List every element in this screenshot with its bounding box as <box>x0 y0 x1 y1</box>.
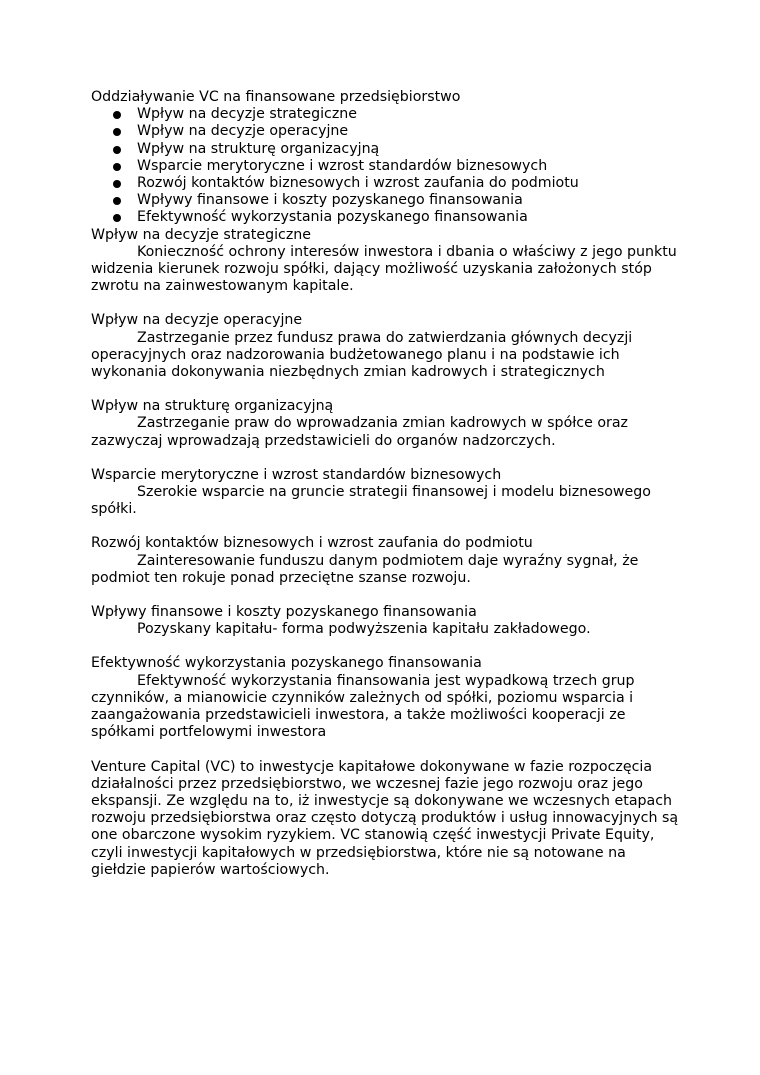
bullet-icon <box>113 146 121 154</box>
section-text: Zastrzeganie praw do wprowadzania zmian kadrowych w spółce oraz zazwyczaj wprowadzają przedstawicieli do organów nadzorczych. <box>91 415 628 449</box>
section-text: Efektywność wykorzystania finansowania jest wypadkową trzech grup czynników, a mianowicie czynników zależnych od spółki, poziomu wsparcia i zaangażowania przedstawicieli inwestora, a także możliwości kooperacji ze spółkami portfelowymi inwestora <box>91 672 635 741</box>
bullet-text: Wpływ na decyzje strategiczne <box>137 106 358 123</box>
bullet-item <box>91 123 681 140</box>
section-text: Szerokie wsparcie na gruncie strategii finansowej i modelu biznesowego spółki. <box>91 484 651 518</box>
section-heading: Wpływ na decyzje operacyjne <box>91 312 303 329</box>
section-organizational <box>91 398 681 450</box>
bullet-icon <box>113 163 121 171</box>
section-text: Pozyskany kapitału- forma podwyższenia kapitału zakładowego. <box>137 621 591 638</box>
bullet-text: Efektywność wykorzystania pozyskanego finansowania <box>137 209 528 226</box>
section-strategic <box>91 227 681 296</box>
bullet-icon <box>113 197 121 205</box>
bullet-item <box>91 106 681 123</box>
section-heading: Wpływ na strukturę organizacyjną <box>91 398 334 415</box>
section-heading: Wsparcie merytoryczne i wzrost standardów biznesowych <box>91 466 502 483</box>
closing-paragraph: Venture Capital (VC) to inwestycje kapitałowe dokonywane w fazie rozpoczęcia działalności przez przedsiębiorstwo, we wczesnej fazie jego rozwoju oraz jego ekspansji. Ze względu na to, iż inwestycje są dokonywane we wczesnych etapach rozwoju przedsiębiorstwa oraz często dotyczą produktów i usług innowacyjnych są one obarczone wysokim ryzykiem. VC stanowią część inwestycji Private Equity, czyli inwestycji kapitałowych w przedsiębiorstwa, które nie są notowane na giełdzie papierów wartościowych. <box>91 758 679 878</box>
section-heading: Efektywność wykorzystania pozyskanego finansowania <box>91 655 482 672</box>
bullet-icon <box>113 128 121 136</box>
section-text: Zastrzeganie przez fundusz prawa do zatwierdzania głównych decyzji operacyjnych oraz nadzorowania budżetowanego planu i na podstawie ich wykonania dokonywania niezbędnych zmian kadrowych i strategicznych <box>91 329 633 381</box>
bullet-icon <box>113 214 121 222</box>
bullet-icon <box>113 180 121 188</box>
section-financing <box>91 604 681 638</box>
section-text: Konieczność ochrony interesów inwestora i dbania o właściwy z jego punktu widzenia kierunek rozwoju spółki, dający możliwość uzyskania założonych stóp zwrotu na zainwestowanym kapitale. <box>91 243 677 295</box>
bullet-item <box>91 141 681 158</box>
intro-heading: Oddziaływanie VC na finansowane przedsiębiorstwo <box>91 89 461 105</box>
bullet-text: Wpływ na strukturę organizacyjną <box>137 140 380 157</box>
section-heading: Rozwój kontaktów biznesowych i wzrost zaufania do podmiotu <box>91 535 533 552</box>
section-efficiency <box>91 655 681 741</box>
bullet-item <box>91 209 681 226</box>
paragraph-gap <box>91 742 681 759</box>
bullet-text: Wpływ na decyzje operacyjne <box>137 123 349 140</box>
section-heading: Wpływy finansowe i koszty pozyskanego finansowania <box>91 604 477 621</box>
bullet-list <box>91 106 681 226</box>
document-page <box>91 89 681 879</box>
bullet-item <box>91 192 681 209</box>
bullet-text: Wsparcie merytoryczne i wzrost standardów biznesowych <box>137 157 548 174</box>
section-heading: Wpływ na decyzje strategiczne <box>91 226 312 243</box>
section-operational <box>91 312 681 381</box>
bullet-text: Rozwój kontaktów biznesowych i wzrost zaufania do podmiotu <box>137 175 579 192</box>
bullet-item <box>91 175 681 192</box>
section-support <box>91 467 681 519</box>
section-text: Zainteresowanie funduszu danym podmiotem daje wyraźny sygnał, że podmiot ten rokuje ponad przeciętne szanse rozwoju. <box>91 552 639 586</box>
bullet-text: Wpływy finansowe i koszty pozyskanego finansowania <box>137 192 523 209</box>
bullet-item <box>91 158 681 175</box>
bullet-icon <box>113 111 121 119</box>
section-contacts <box>91 535 681 587</box>
